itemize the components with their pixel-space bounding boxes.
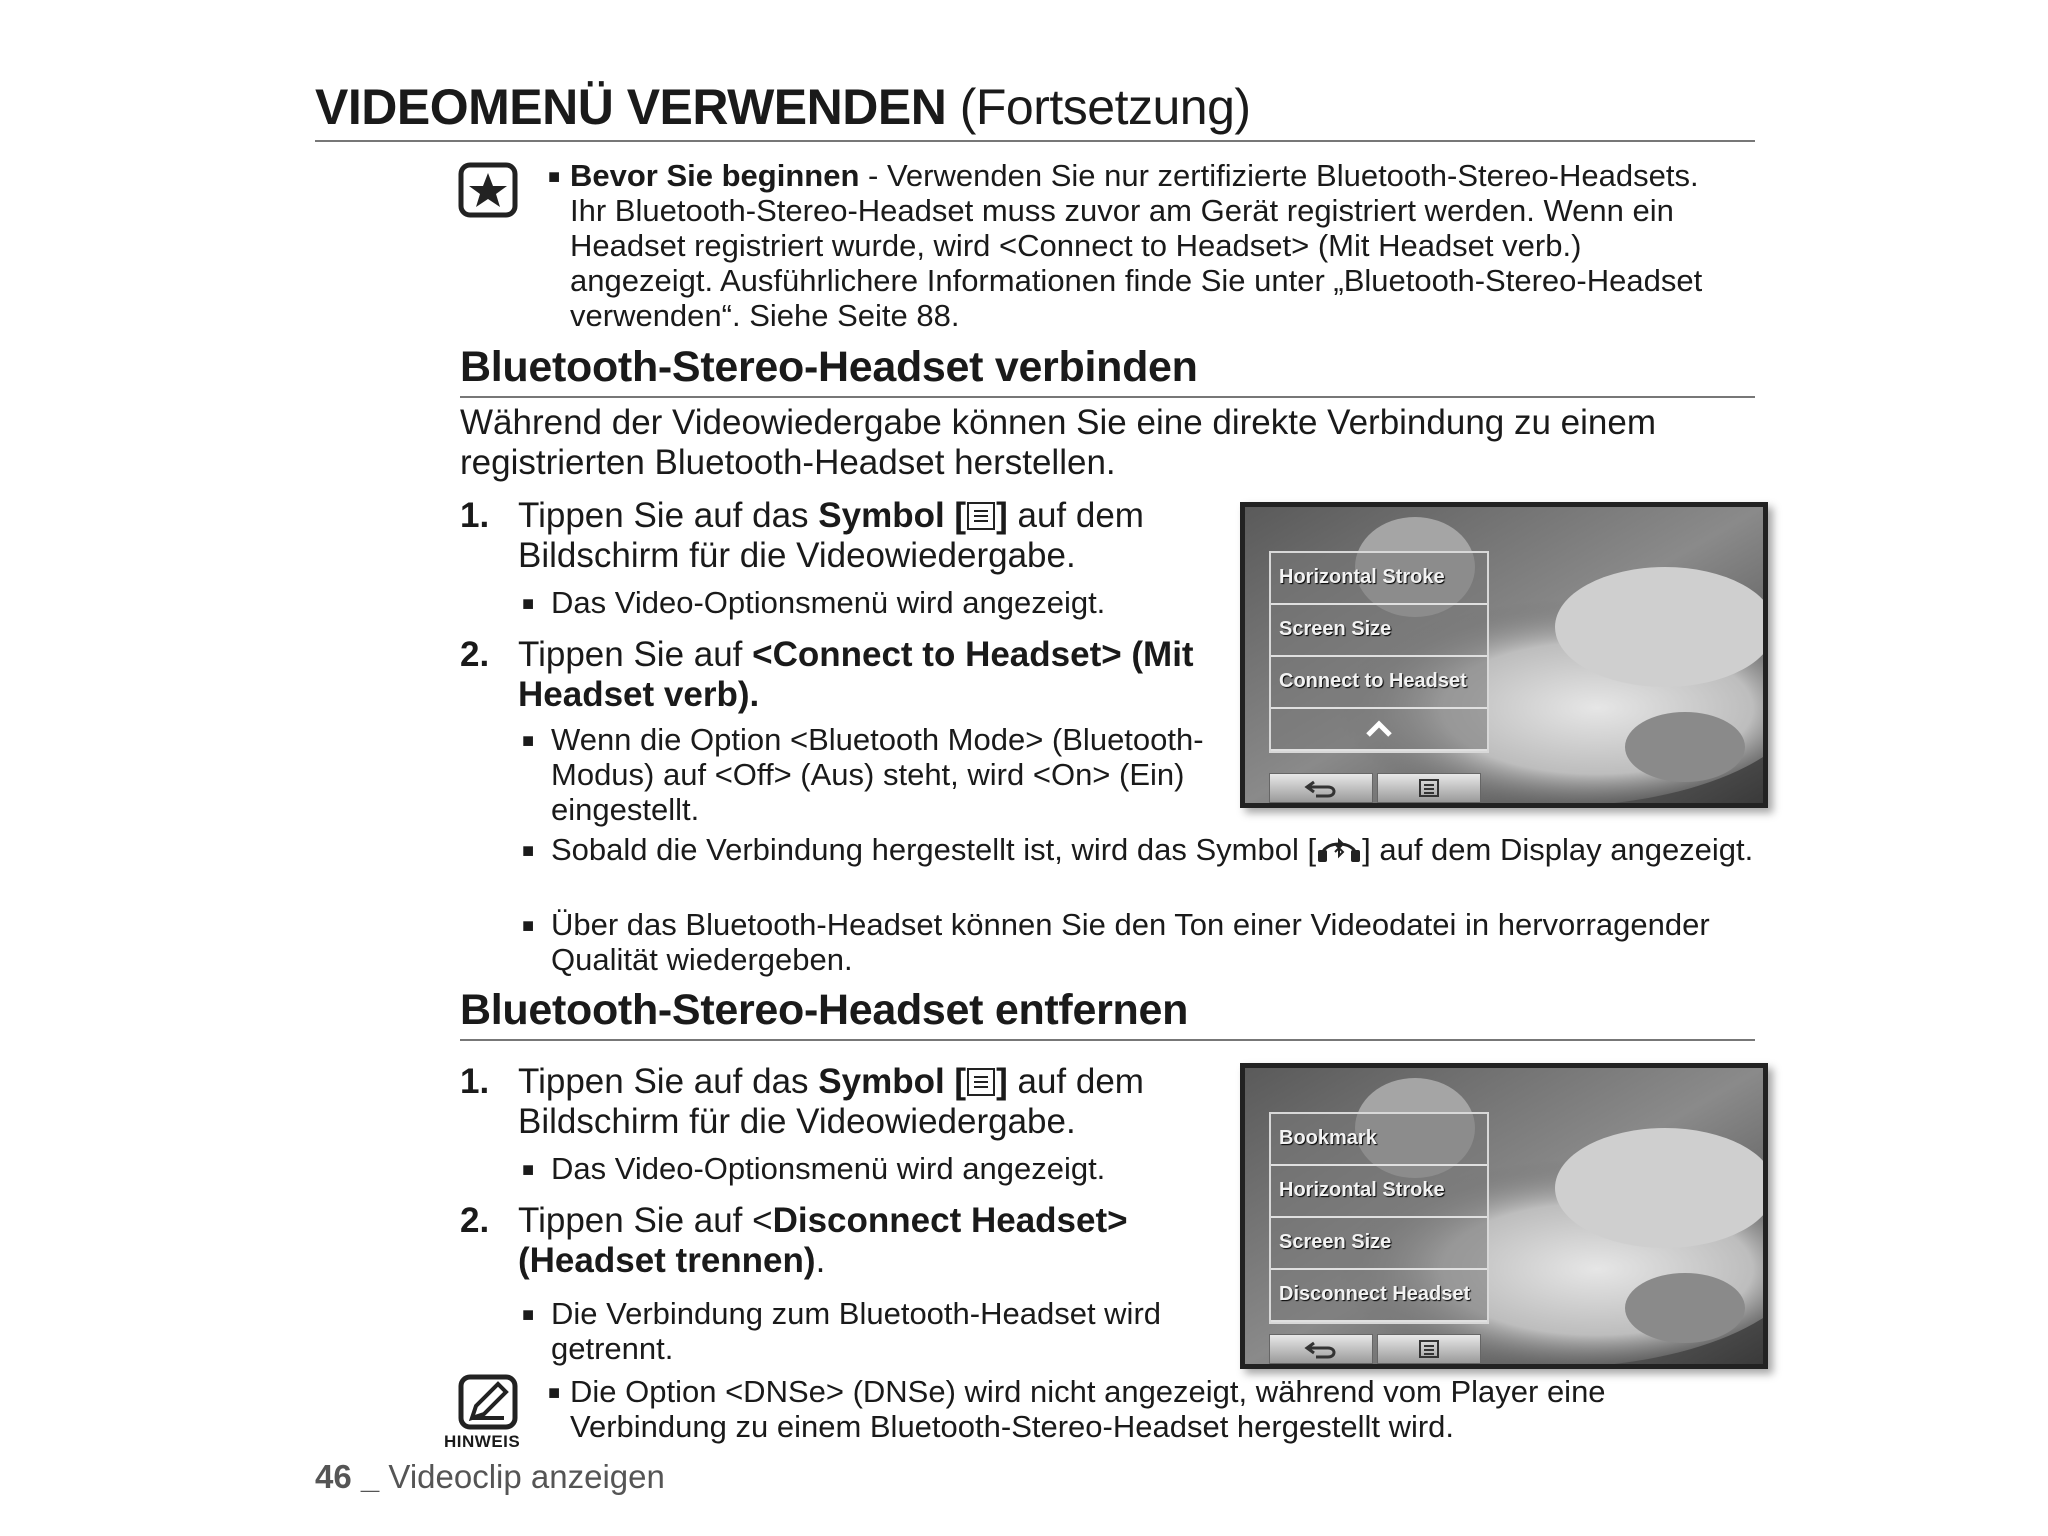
step-2-text [518,1201,1238,1281]
menu-button[interactable] [1377,773,1481,803]
back-button[interactable] [1269,1334,1373,1364]
footer-section: Videoclip anzeigen [388,1458,665,1495]
bullet: ■ [522,915,535,937]
page-title-continued: (Fortsetzung) [959,79,1251,135]
step-text-bold-end: ] [996,496,1008,535]
section-heading-disconnect: Bluetooth-Stereo-Headset entfernen [460,986,1189,1034]
menu-item-bookmark[interactable]: Bookmark [1271,1114,1487,1166]
step-1-sub: Das Video-Optionsmenü wird angezeigt. [551,1151,1106,1186]
back-arrow-icon [1304,1339,1338,1359]
menu-icon [1418,1339,1440,1359]
step-number: 1. [460,1062,490,1101]
step-text-part: auf dem Bildschirm für die Videowiedergabe. [518,1062,1144,1141]
bullet: ■ [522,593,535,615]
back-button[interactable] [1269,773,1373,803]
button-bar [1269,1334,1485,1364]
device-screenshot-disconnect [1240,1063,1768,1369]
bullet-connected [551,832,1761,867]
menu-item-screen-size[interactable]: Screen Size [1271,1218,1487,1270]
section-rule [460,1039,1755,1041]
step-2-sub: Die Verbindung zum Bluetooth-Headset wird getrennt. [551,1296,1162,1366]
step-number: 2. [460,1201,490,1240]
bullet: ■ [548,166,561,188]
note-pencil-icon [458,1374,518,1430]
section-heading-connect: Bluetooth-Stereo-Headset verbinden [460,343,1198,391]
bullet-text-part: ] auf dem Display angezeigt. [1362,832,1754,867]
chevron-up-icon [1365,720,1393,738]
page-title [315,78,1251,136]
page-number: 46 [315,1458,352,1495]
options-menu [1269,1112,1489,1324]
menu-item-disconnect-headset[interactable]: Disconnect Headset [1271,1270,1487,1322]
prereq-body: - Verwenden Sie nur zertifizierte Bluetooth-Stereo-Headsets. Ihr Bluetooth-Stereo-Headset muss zuvor am Gerät registriert werden. Wenn ein Headset registriert wurde, wird <Connect to Headset> (Mit Headset verb.) angezeigt. Ausführlichere Informationen finde Sie unter „Bluetooth-Stereo-Headset verwenden“. Siehe Seite 88. [570,158,1703,333]
step-number: 1. [460,496,490,535]
menu-icon [1418,778,1440,798]
page-footer [315,1458,665,1496]
note-text: Die Option <DNSe> (DNSe) wird nicht angezeigt, während vom Player eine Verbindung zu einem Bluetooth-Stereo-Headset hergestellt wird. [570,1374,1606,1444]
section-rule [460,396,1755,398]
footer-separator: _ [351,1458,389,1495]
step-1-sub: Das Video-Optionsmenü wird angezeigt. [551,585,1106,620]
step-text-part: Tippen Sie auf [518,635,753,674]
step-text-part: Tippen Sie auf das [518,1062,819,1101]
step-text-part: auf dem Bildschirm für die Videowiedergabe. [518,496,1144,575]
menu-button[interactable] [1377,1334,1481,1364]
step-text-part: . [815,1241,826,1280]
step-2-text [518,635,1218,715]
step-text-bold: Symbol [ [818,496,967,535]
scroll-up-button[interactable] [1271,709,1487,751]
device-screenshot-connect [1240,502,1768,808]
button-bar [1269,773,1485,803]
menu-item-horizontal-stroke[interactable]: Horizontal Stroke [1271,553,1487,605]
bullet: ■ [548,1382,561,1404]
step-text-bold: <Connect to Headset> (Mit Headset verb). [518,635,1194,714]
step-text-bold: Symbol [ [818,1062,967,1101]
bluetooth-headset-icon [1316,834,1362,864]
star-icon [458,162,518,218]
bullet-quality: Über das Bluetooth-Headset können Sie den Ton einer Videodatei in hervorragender Qualität wiedergeben. [551,907,1710,977]
step-1-text [518,496,1238,576]
step-text-bold-end: ] [996,1062,1008,1101]
title-rule [315,140,1755,142]
prereq-lead: Bevor Sie beginnen [570,158,860,193]
options-menu [1269,551,1489,753]
bullet: ■ [522,840,535,862]
menu-icon [966,501,996,531]
menu-item-screen-size[interactable]: Screen Size [1271,605,1487,657]
step-number: 2. [460,635,490,674]
note-label: HINWEIS [444,1432,521,1451]
bullet-text-part: Sobald die Verbindung hergestellt ist, wird das Symbol [ [551,832,1317,867]
menu-item-horizontal-stroke[interactable]: Horizontal Stroke [1271,1166,1487,1218]
section-intro: Während der Videowiedergabe können Sie eine direkte Verbindung zu einem registrierten Bluetooth-Headset herstellen. [460,403,1656,482]
prereq-text [570,158,1730,333]
menu-icon [966,1067,996,1097]
step-text-bold: Disconnect Headset> (Headset trennen) [518,1201,1128,1280]
bullet: ■ [522,1159,535,1181]
bullet: ■ [522,730,535,752]
step-2-sub: Wenn die Option <Bluetooth Mode> (Bluetooth-Modus) auf <Off> (Aus) steht, wird <On> (Ein) eingestellt. [551,722,1204,827]
step-1-text [518,1062,1238,1142]
step-text-part: Tippen Sie auf das [518,496,819,535]
page-title-main: VIDEOMENÜ VERWENDEN [315,79,947,135]
step-text-part: Tippen Sie auf < [518,1201,773,1240]
menu-item-connect-to-headset[interactable]: Connect to Headset [1271,657,1487,709]
back-arrow-icon [1304,778,1338,798]
bullet: ■ [522,1304,535,1326]
